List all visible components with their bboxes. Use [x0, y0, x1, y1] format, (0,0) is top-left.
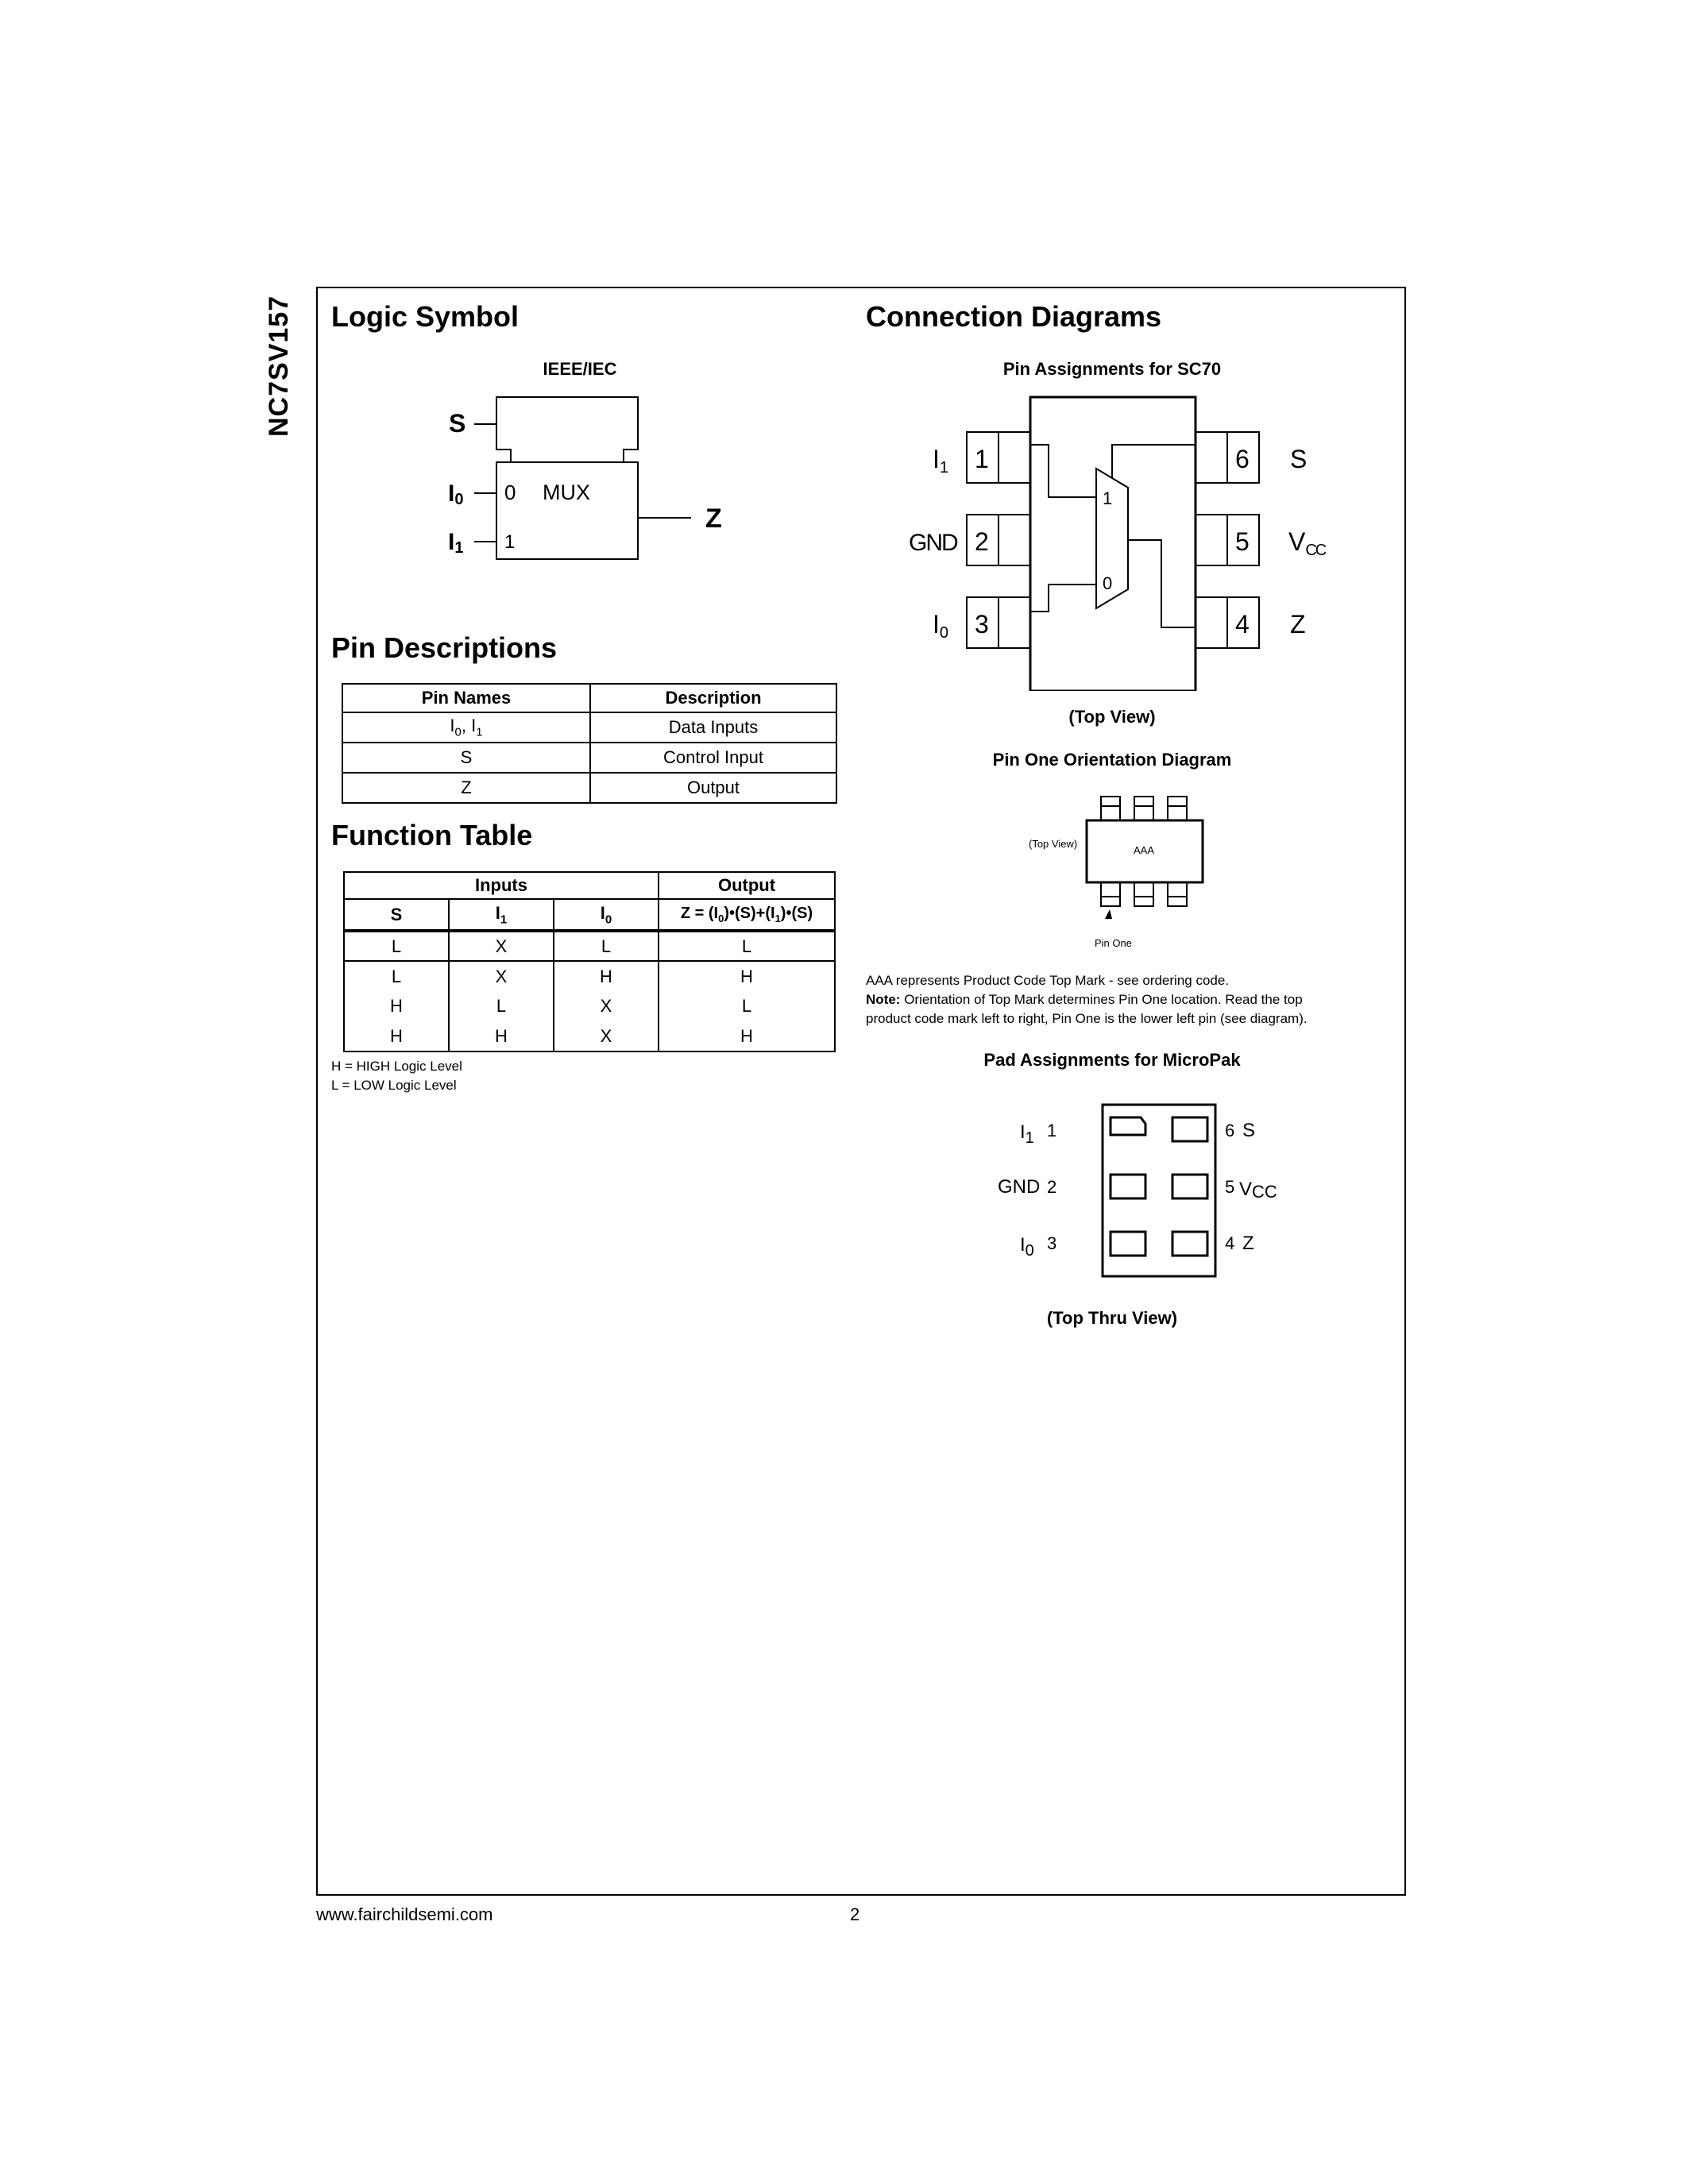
page-number: 2 — [850, 1904, 860, 1924]
pin-one-label: Pin One — [1095, 937, 1132, 949]
table-row: H H X H — [344, 1021, 835, 1051]
sc70-top-view: (Top View) — [1068, 707, 1156, 727]
col-pin-names: Pin Names — [342, 684, 590, 712]
micropak-body — [1103, 1105, 1215, 1276]
sc70-diagram — [898, 389, 1342, 691]
input1-label: I1 — [448, 529, 464, 557]
table-row: L X L L — [344, 931, 835, 961]
pin1-label: I1 — [933, 445, 949, 477]
pin-one-arrow — [1105, 909, 1112, 919]
orientation-diagram — [1025, 790, 1231, 957]
col-i0: $I_0$ — [554, 899, 659, 931]
output-label: Z — [705, 504, 722, 534]
orientation-note1: AAA represents Product Code Top Mark - see ordering code. — [866, 973, 1230, 988]
svg-text:I1: $I_1$ — [1020, 1121, 1034, 1147]
svg-text:1: 1 — [1047, 1121, 1057, 1140]
micropak-view: (Top Thru View) — [1046, 1308, 1178, 1328]
svg-text:GND: GND — [998, 1176, 1041, 1198]
pin-desc-cell: Output — [590, 773, 836, 803]
mux-in0: 0 — [1103, 573, 1113, 593]
pin-descriptions-heading: Pin Descriptions — [331, 631, 558, 664]
pin-descriptions-table — [342, 683, 837, 804]
group-inputs: Inputs — [344, 872, 659, 899]
pin-name-cell: $I_0$, $I_1$ — [342, 712, 590, 743]
mux-pin0: 0 — [504, 480, 516, 504]
connection-diagrams-heading: Connection Diagrams — [866, 300, 1162, 333]
svg-text:4: 4 — [1235, 610, 1250, 639]
part-number-title: NC7SV157 — [264, 295, 294, 437]
svg-text:5: 5 — [1225, 1177, 1235, 1197]
table-row — [342, 712, 836, 743]
select-label: S — [449, 409, 466, 438]
svg-text:2: 2 — [975, 527, 989, 556]
svg-text:S: S — [1242, 1120, 1256, 1141]
svg-text:3: 3 — [975, 610, 989, 639]
svg-text:I0: $I_0$ — [1020, 1234, 1034, 1260]
svg-text:VCC: VCC — [1239, 1179, 1277, 1202]
mux-in1: 1 — [1103, 488, 1113, 508]
orientation-note3: product code mark left to right, Pin One is the lower left pin (see diagram). — [866, 1011, 1308, 1026]
pad-5 — [1172, 1175, 1207, 1198]
micropak-diagram — [985, 1100, 1287, 1291]
pin-name-cell: Z — [342, 773, 590, 803]
orientation-title: Pin One Orientation Diagram — [992, 750, 1232, 770]
orientation-top-view: (Top View) — [1029, 838, 1078, 850]
svg-text:2: 2 — [1047, 1177, 1057, 1197]
function-table-heading: Function Table — [331, 819, 533, 851]
logic-symbol-heading: Logic Symbol — [331, 300, 520, 333]
svg-text:6: 6 — [1235, 445, 1250, 473]
table-row — [342, 743, 836, 773]
col-description: Description — [590, 684, 836, 712]
pin4-label: Z — [1290, 610, 1306, 639]
svg-text:Z: Z — [1242, 1233, 1254, 1254]
mux-block — [496, 462, 638, 559]
input0-label: I0 — [448, 480, 464, 508]
micropak-title: Pad Assignments for MicroPak — [983, 1050, 1241, 1070]
group-output: Output — [659, 872, 835, 899]
legend-low: L = LOW Logic Level — [331, 1078, 457, 1093]
table-row: H L X L — [344, 991, 835, 1021]
svg-text:5: 5 — [1235, 527, 1250, 556]
pad-6 — [1172, 1117, 1207, 1141]
pin6-label: S — [1290, 445, 1308, 473]
mux-pin1: 1 — [504, 531, 516, 553]
top-mark: AAA — [1134, 844, 1155, 856]
pin5-label: VCC — [1288, 527, 1326, 559]
logic-symbol-diagram — [429, 381, 747, 572]
sc70-title: Pin Assignments for SC70 — [1002, 359, 1222, 379]
control-block — [496, 397, 638, 462]
pin-desc-cell: Control Input — [590, 743, 836, 773]
col-i1: $I_1$ — [449, 899, 554, 931]
pad-4 — [1172, 1232, 1207, 1256]
svg-text:3: 3 — [1047, 1233, 1057, 1253]
svg-text:1: 1 — [975, 445, 989, 473]
pin3-label: I0 — [933, 610, 949, 642]
function-table — [343, 871, 836, 1052]
pad-1 — [1111, 1117, 1145, 1135]
footer-url[interactable]: www.fairchildsemi.com — [316, 1904, 493, 1924]
col-s: S — [344, 899, 449, 931]
svg-text:6: 6 — [1225, 1121, 1235, 1140]
mux-label: MUX — [543, 480, 590, 504]
legend-high: H = HIGH Logic Level — [331, 1059, 462, 1074]
svg-text:4: 4 — [1225, 1233, 1235, 1253]
pad-3 — [1111, 1232, 1145, 1256]
sc70-body — [1030, 397, 1196, 691]
col-z: $Z = (I_0)•(S)+(I_1)•(S)$ — [659, 899, 835, 931]
pin2-label: GND — [909, 530, 957, 556]
logic-symbol-subtitle: IEEE/IEC — [543, 359, 617, 379]
pad-2 — [1111, 1175, 1145, 1198]
pin-desc-cell: Data Inputs — [590, 712, 836, 743]
table-row — [342, 773, 836, 803]
table-row: L X H H — [344, 961, 835, 991]
pin-name-cell: S — [342, 743, 590, 773]
orientation-note2: Note: Orientation of Top Mark determines Pin One location. Read the top — [866, 992, 1303, 1007]
